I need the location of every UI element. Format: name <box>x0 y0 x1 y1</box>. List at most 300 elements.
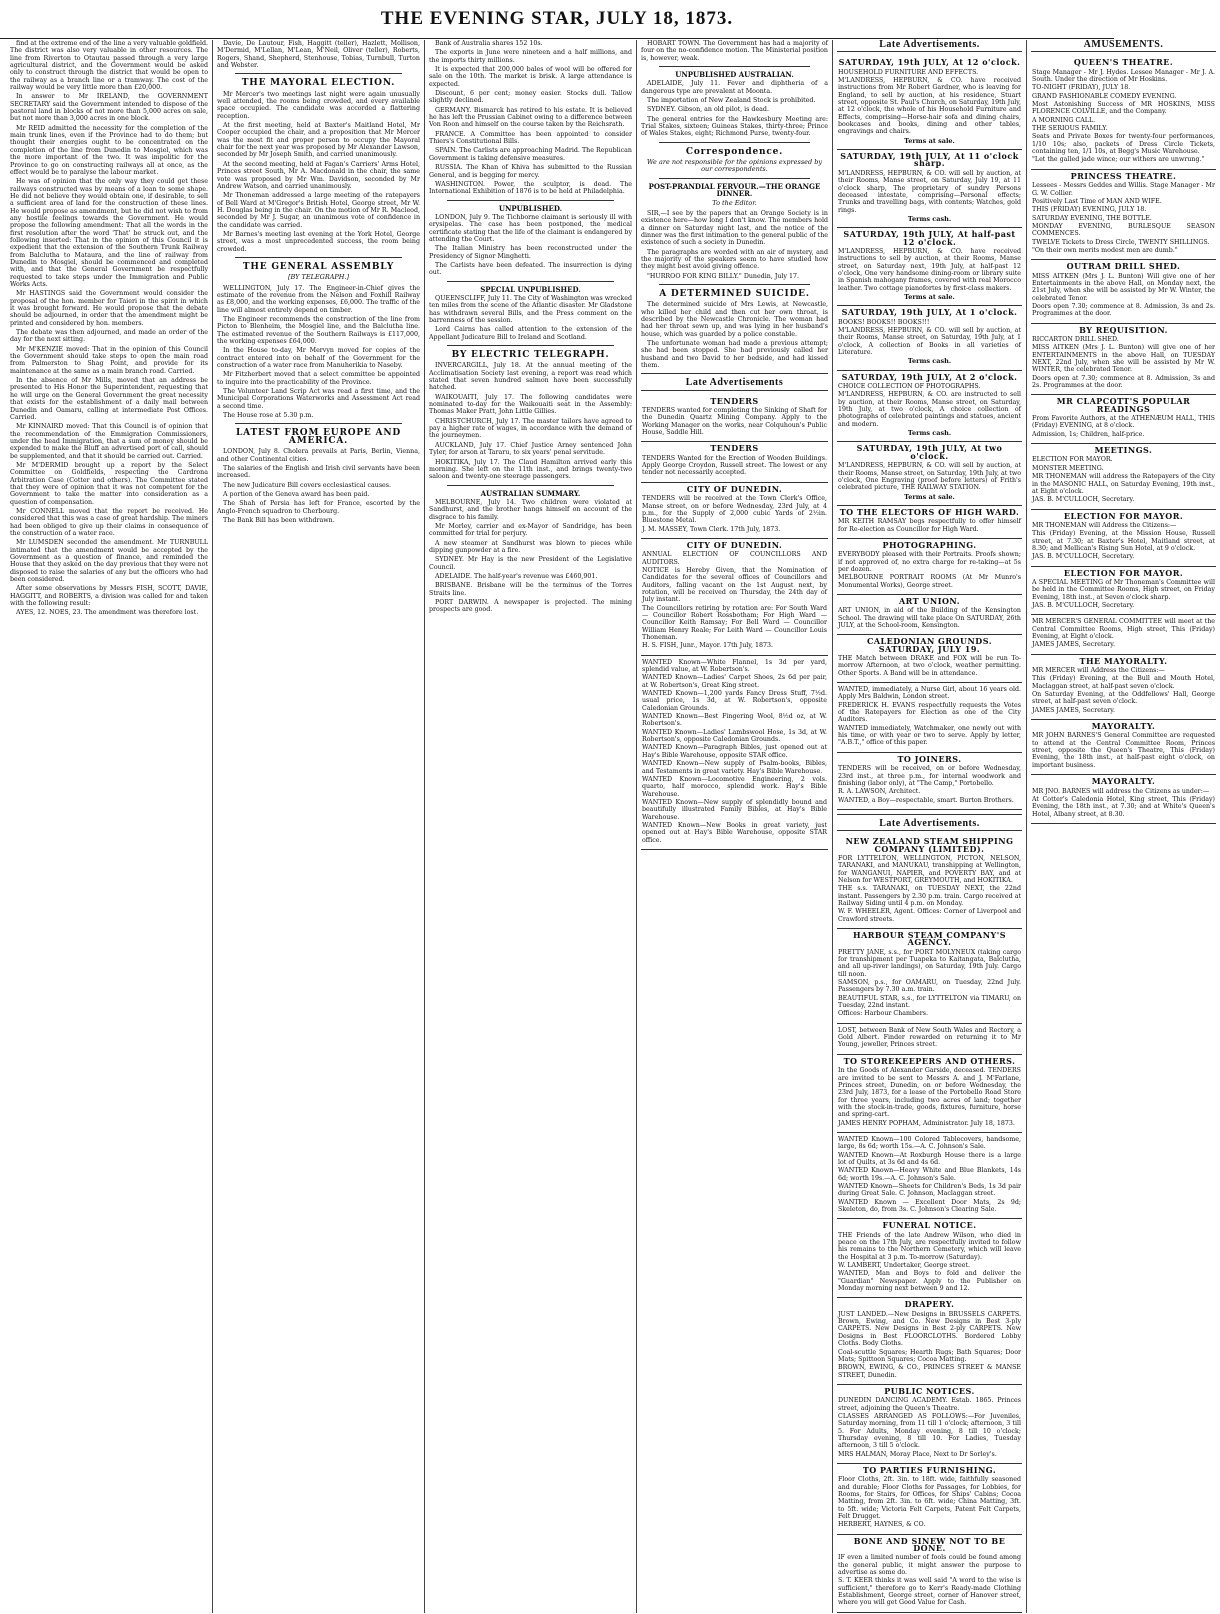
ad-line: HERBERT, HAYNES, & CO. <box>838 1521 926 1529</box>
article-paragraph: LONDON, July 9. The Tichborne claimant is seriously ill with erysipelas. The case has been postponed, the medical certificate stating that the life of the claimant is endangered by attending the Court. <box>429 213 633 243</box>
section-divider <box>447 281 614 282</box>
ad-line: A MORNING CALL. <box>1032 116 1096 124</box>
advertisement <box>1031 170 1216 260</box>
ad-line: MONDAY EVENING, BURLESQUE SEASON COMMENCES. <box>1032 222 1215 238</box>
ad-body <box>838 1232 1021 1293</box>
article-paragraph: In the House to-day, Mr Mervyn moved for copies of the contract entered into on behalf of the Government for the construction of a water race from Manuherikia to Naseby. <box>217 347 420 370</box>
article-paragraph: QUEENSCLIFF, July 11. The City of Washington was wrecked ten miles from the scene of the Atlantic disaster. Mr Gladstone has withdrawn several Bills, and the Press comment on the barrenness of the session. <box>429 294 632 324</box>
column-4 <box>637 40 833 1613</box>
section-heading: Late Advertisements <box>641 378 828 390</box>
ad-body <box>838 1067 1021 1127</box>
article-paragraph: AUCKLAND, July 17. Chief Justice Arney sentenced John Tyler, for arson at Tararu, to six years' penal servitude. <box>429 441 632 457</box>
column-heading: Late Advertisements. <box>837 40 1022 52</box>
ad-body <box>1032 618 1215 648</box>
section-divider <box>447 345 614 346</box>
editor-note: We are not responsible for the opinions expressed by our correspondents. <box>646 158 823 174</box>
ad-line: JAS. B. M'CULLOCH, Secretary. <box>1032 553 1135 561</box>
article-paragraph: Davie, De Lautour, Fish, Haggitt (teller), Hazlett, Mollison, M'Dermid, M'Lellan, M'Lean, M'Neil, Oliver (teller), Roberts, Rogers, Shand, Shepherd, Stenhouse, Tobias, Turnbull, Turton and Webster. <box>217 40 420 70</box>
column-3 <box>425 40 637 1613</box>
ad-title: SATURDAY, 19th JULY, At 12 o'clock. <box>838 57 1021 68</box>
article-paragraph: Mr REID admitted the necessity for the completion of the main trunk lines, even if the Province had to do them; but thought their energies ought to be concentrated on the completion of the line from Dunedin to Mosgiel, which was the more important of the two. It was impolitic for the Province to go on constructing railways all at once, as the effect would be to paralyse the labour market. <box>10 124 208 176</box>
ad-line: WANTED Known—Heavy White and Blue Blankets, 14s 6d; worth 19s.—A. C. Johnson's Sale. <box>838 1167 1021 1182</box>
ad-line: WANTED immediately, Watchmaker, one newly out with his time, or with year or two to serve. Apply by letter, "A.B.T.," office of this paper. <box>838 724 1021 747</box>
article-paragraph: The determined suicide of Mrs Lewis, at Newcastle, who killed her child and then cut her own throat, is described by the Newcastle Chronicle. The woman had had her throat sewn up, and was lying in her husband's house, which was guarded by a police constable. <box>641 301 828 338</box>
advertisement <box>837 1385 1022 1464</box>
ad-line: "On their own merits modest men are dumb." <box>1032 246 1178 254</box>
ad-line: This (Friday) Evening, at the Mission House, Russell street, at 7.30; at Baxter's Hotel, Maitland street, at 8.30; and Mellican's Rising Sun Hotel, at 9 o'clock. <box>1032 530 1215 552</box>
ad-line: Offices: Harbour Chambers. <box>838 1010 929 1018</box>
ad-signature: Terms cash. <box>907 357 952 366</box>
masthead <box>0 0 1114 39</box>
ad-line: M'LANDRESS, HEPBURN, & CO. will sell by auction, at their Rooms, Manse street, on Saturday, 19th July, at 1 o'clock, A collection of Books in all varieties of Literature. <box>838 327 1021 357</box>
letter-title: POST-PRANDIAL FERVOUR.—THE ORANGE DINNER. <box>648 181 821 199</box>
ad-title: BY REQUISITION. <box>1079 324 1168 335</box>
ad-body <box>838 607 1021 629</box>
article-paragraph: Mr LUMSDEN seconded the amendment. Mr TURNBULL intimated that the amendment would be accepted by the Government as a question of finance, and reminded the House that they asked on the day previous that they were not disposed to raise the salaries of any but the officers who had been considered. <box>10 539 208 584</box>
article-paragraph: A new steamer at Sandhurst was blown to pieces while dipping gunpowder at a fire. <box>429 539 632 554</box>
ad-line: W. F. WHEELER, Agent. Offices: Corner of Liverpool and Crawford streets. <box>838 908 1021 923</box>
ad-line: IF even a limited number of fools could be found among the general public, it might answer the purpose to advertise as some do. <box>838 1554 1021 1577</box>
article-paragraph: At the first meeting, held at Baxter's Maitland Hotel, Mr Cooper occupied the chair, and a proposition that Mr Mercer was the most fit and proper person to occupy the Mayoral chair for the next year was proposed by Mr Alexander Lawson, seconded by Mr Joseph Smith, and carried unanimously. <box>217 122 420 159</box>
section-divider <box>659 284 810 285</box>
section-heading: A DETERMINED SUICIDE. <box>659 288 810 299</box>
advertisement <box>837 1024 1022 1055</box>
ad-line: TENDERS will be received at the Town Clerk's Office, Manse street, on or before Wednesday, 23rd July, at 4 p.m., for the Supply of 2,000 cubic Yards of 2½in. Bluestone Metal. <box>642 495 827 525</box>
ad-title: TO PARTIES FURNISHING. <box>862 1464 997 1475</box>
ad-title: OUTRAM DRILL SHED. <box>1066 261 1181 272</box>
ad-body <box>838 1027 1021 1049</box>
ad-line: FREDERICK H. EVANS respectfully requests the Votes of the Ratepayers for Election as one of the City Auditors. <box>838 701 1021 724</box>
ad-body <box>642 407 827 436</box>
article-paragraph: The new Judicature Bill covers ecclesiastical causes. <box>223 481 392 489</box>
ad-line: TENDERS Wanted for the Erection of Wooden Buildings. Apply George Croydon, Russell street. The lowest or any tender not necessarily accepted. <box>642 454 827 477</box>
section-divider <box>837 814 1022 815</box>
article-paragraph: The salaries of the English and Irish civil servants have been increased. <box>217 464 420 480</box>
article-paragraph: INVERCARGILL, July 18. At the annual meeting of the Acclimatisation Society last evening, a report was read which stated that seven hundred salmon have been successfully hatched. <box>429 362 632 392</box>
advertisement <box>837 1219 1022 1298</box>
ad-title: MAYORALTY. <box>1091 776 1156 787</box>
ad-line: WANTED Known—New supply of Psalm-books, Bibles, and Testaments in great variety. Hay's Bible Warehouse. <box>642 760 827 775</box>
article-paragraph: He was of opinion that the only way they could get these railways constructed was by means of a loan to some shape. He did not believe they would obtain one, if desirable, to sell a sufficient area of land for the construction of these lines. He would propose as amendment, but he did not wish to from any hostile feelings towards the Government. He would propose the following amendment: That all the words in the first resolution after the word 'That' be struck out, and the following inserted: That in the opinion of this Council it is expedient that the extension of the Southern Trunk Railway from Balclutha to Mataura, and the line of railway from Dunedin to Mosgiel, should be commenced and completed with, and that the General Government be respectfully requested to take steps under the Immigration and Public Works Acts. <box>10 178 208 288</box>
advertisement <box>837 371 1022 443</box>
article-paragraph: The general entries for the Hawkesbury Meeting are: Trial Stakes, sixteen; Guineas Stakes, thirty-three; Prince of Wales Stakes, eight; Richmond Purse, twenty-four. <box>641 115 828 138</box>
advertisement <box>641 656 828 850</box>
ad-line: MR MERCER will Address the Citizens:— <box>1032 667 1165 675</box>
ad-line: MR THONEMAN will address the Ratepayers of the City in the MASONIC HALL, on Saturday Evening, 19th inst., at Eight o'clock. <box>1032 473 1215 495</box>
article-paragraph: LONDON, July 8. Cholera prevails at Paris, Berlin, Vienna, and other Continental cities. <box>217 448 420 463</box>
section-divider <box>641 373 828 374</box>
section-heading: SPECIAL UNPUBLISHED. <box>480 284 581 294</box>
section-heading: UNPUBLISHED AUSTRALIAN. <box>675 70 794 80</box>
advertisement <box>641 442 828 482</box>
ad-line: JUST LANDED.—New Designs in BRUSSELS CARPETS. Brown, Ewing, and Co. New Designs in Best 3-ply CARPETS. New Designs in Best 2-ply CARPETS. New Designs in Best FLOORCLOTHS. Bordered Lobby Cloths. Body Cloths. <box>838 1310 1021 1348</box>
article-paragraph: ADELAIDE. The half-year's revenue was £460,901. <box>435 572 598 580</box>
ad-line: MISS AITKEN (Mrs J. L. Bunton) will give one of her ENTERTAINMENTS in the above Hall, on TUESDAY NEXT, 22nd July, when she will be assisted by Mr W. WINTER, the celebrated Tenor. <box>1032 344 1215 374</box>
ad-line: MRS HALMAN, Moray Place, Next to Dr Sorley's. <box>838 1450 997 1458</box>
ad-title: MAYORALTY. <box>1091 721 1156 732</box>
article-paragraph: GERMANY. Bismarck has retired to his estate. It is believed he has left the Prussian Cabinet owing to a difference between Von Roon and himself on the course taken by the Reichsrath. <box>429 106 632 129</box>
ad-line: WANTED Known—100 Colored Tablecovers, handsome, large, 8s 6d; worth 15s.—A. C. Johnson's Sale. <box>838 1135 1021 1151</box>
section-divider <box>659 66 810 67</box>
ad-line: "Let the galled jade wince; our withers are unwrung." <box>1032 156 1205 164</box>
ad-line: MONSTER MEETING. <box>1032 464 1104 472</box>
ad-line: ART UNION, in aid of the Building of the Kensington School. The drawing will take place On SATURDAY, 26th JULY, at the School-room, Kensington. <box>838 607 1021 629</box>
article-paragraph: At the second meeting, held at Fagan's Carriers' Arms Hotel, Princes street South, Mr A. Macdonald in the chair, the same vote was proposed by Mr Wm. Davidson, seconded by Mr Andrew Watson, and carried unanimously. <box>217 160 420 190</box>
article-paragraph: Mr M'DERMID brought up a report by the Select Committee on Goldfields, respecting the Cardrona Arbitration Case (Cotter and others). The Committee stated that they were of opinion that it was not competent for the Government to take the matter into consideration as a question of compensation. <box>10 461 208 506</box>
ad-line: BEAUTIFUL STAR, s.s., for LYTTELTON via TIMARU, on Tuesday, 22nd instant. <box>838 994 1021 1010</box>
ad-title: PHOTOGRAPHING. <box>882 539 977 550</box>
ad-line: JAS. B. M'CULLOCH, Secretary. <box>1032 601 1135 609</box>
ad-body <box>838 319 1021 357</box>
advertisement <box>837 1298 1022 1384</box>
ad-line: SAMSON, p.s., for OAMARU, on Tuesday, 22nd July. Passengers by 7.30 a.m. train. <box>838 979 1021 994</box>
article-paragraph: HOBART TOWN. The Government has had a majority of four on the no-confidence motion. The Ministerial position is, however, weak. <box>641 40 828 62</box>
ad-line: TO-NIGHT (FRIDAY), JULY 18. <box>1032 84 1131 92</box>
section-divider <box>235 73 402 74</box>
ad-line: WANTED Known—Sheets for Children's Beds, 1s 3d pair during Great Sale. C. Johnson, Maclaggan street. <box>838 1182 1021 1198</box>
ad-title: MEETINGS. <box>1094 445 1153 456</box>
ad-title: TO STOREKEEPERS AND OTHERS. <box>843 1055 1016 1066</box>
article-paragraph: A portion of the Geneva award has been paid. <box>223 490 370 498</box>
column-2 <box>213 40 425 1613</box>
ad-line: WANTED Known—Ladies' Carpet Shoes, 2s 6d per pair, at W. Robertson's, Great King street. <box>642 674 827 689</box>
ad-line: WANTED Known—New Books in great variety, just opened out at Hay's Bible Warehouse, opposite STAR office. <box>642 821 827 844</box>
ad-line: At Cotter's Caledonia Hotel, King street, This (Friday) Evening, the 18th inst., at 7.30; and at White's Queen's Hotel, Albany street, at 8.30. <box>1032 795 1215 818</box>
ad-line: In the Goods of Alexander Garside, deceased. TENDERS are invited to be sent to Messrs A. and J. M'Farlane, Princes street, Dunedin, on or before Wednesday, the 23rd July, 1873, for a lease of the Portobello Road Store for three years, including two acres of land; together with the stock-in-trade, goods, fixtures, furniture, horse and spring-cart. <box>838 1067 1021 1119</box>
advertisement <box>837 442 1022 505</box>
advertisement <box>837 228 1022 306</box>
article-paragraph: The Engineer recommends the construction of the line from Picton to Blenheim, the Mosgiel line, and the Balclutha line. The estimated revenue of the Southern Railways is £117,000, the working expenses £64,000. <box>217 316 420 346</box>
ad-signature: Terms at sale. <box>904 492 955 501</box>
advertisement <box>1031 655 1216 720</box>
section-divider <box>447 485 614 486</box>
ad-title: SATURDAY, 19th JULY, At 11 o'clock sharp. <box>840 151 1019 169</box>
article-paragraph: ADELAIDE, July 11. Fever and diphtheria of a dangerous type are prevalent at Moonta. <box>641 80 828 95</box>
ad-title: PUBLIC NOTICES. <box>884 1385 975 1396</box>
ad-line: MR MERCER'S GENERAL COMMITTEE will meet at the Central Committee Rooms, High street, This (Friday) Evening, at Eight o'clock. <box>1032 618 1215 640</box>
ad-title: TENDERS <box>710 443 759 454</box>
ad-line: JAMES JAMES, Secretary. <box>1032 641 1115 649</box>
section-divider <box>447 200 614 201</box>
article-paragraph: Mr HASTINGS said the Government would consider the proposal of the hon. member for Taieri in the spirit in which it was brought forward. He would propose that the debate should be adjourned, in order that the amendment might be printed and considered by hon. members. <box>10 290 208 327</box>
advertisement <box>1031 395 1216 444</box>
article-paragraph: Mr KINNAIRD moved: That this Council is of opinion that the recommendation of the Emmigration Commissioners, under the head Immigration, that a sum of money should be expended to make the Bluff an advertised port of call, should be supplemented, and that it should be carried out. Carried. <box>10 423 208 460</box>
ad-line: NOTICE is Hereby Given, that the Nomination of Candidates for the several offices of Councillors and Auditors, falling vacant on the 1st August next, by rotation, will be received on Thursday, the 24th day of July instant. <box>642 566 827 604</box>
ad-line: WANTED Known—Paragraph Bibles, just opened out at Hay's Bible Warehouse, opposite STAR office. <box>642 744 827 759</box>
ad-line: M'LANDRESS, HEPBURN, & CO. are instructed to sell by auction, at their Rooms, Manse street, on Saturday, 19th July, at two o'clock, A choice collection of photographs of celebrated paintings and statues, ancient and modern. <box>838 391 1021 428</box>
advertisement <box>837 929 1022 1024</box>
column-6 <box>1027 40 1220 1613</box>
ad-body <box>838 518 1021 533</box>
ad-title: SATURDAY, 19th JULY, At 2 o'clock. <box>841 371 1018 382</box>
ad-title: PRINCESS THEATRE. <box>1070 170 1177 181</box>
ad-body <box>838 949 1021 1018</box>
article-paragraph: Discount, 6 per cent; money easier. Stocks dull. Tallow slightly declined. <box>429 90 632 105</box>
ad-title: ELECTION FOR MAYOR. <box>1063 567 1184 578</box>
article-paragraph: WASHINGTON. Power, the sculptor, is dead. The International Exhibition of 1876 is to be held at Philadelphia. <box>429 180 632 196</box>
ad-body <box>838 686 1021 747</box>
ad-body <box>642 495 827 533</box>
ad-title: ELECTION FOR MAYOR. <box>1063 510 1184 521</box>
article-paragraph: The Volunteer Land Scrip Act was read a first time, and the Municipal Corporations Waterworks and Assessment Act read a second time. <box>217 388 420 410</box>
article-paragraph: WELLINGTON, July 17. The Engineer-in-Chief gives the estimate of the revenue from the Nelson and Foxhill Railway as £8,000, and the working expenses, £6,000. The traffic of the line will almost entirely depend on timber. <box>217 284 420 314</box>
article-paragraph: SYDNEY. Gibson, an old pilot, is dead. <box>647 106 769 114</box>
ad-title: NEW ZEALAND STEAM SHIPPING COMPANY (LIMITED). <box>845 836 1014 854</box>
ad-line: JAS. B. M'CULLOCH, Secretary. <box>1032 496 1135 504</box>
ad-body <box>1032 69 1215 164</box>
ad-line: WANTED Known—White Flannel, 1s 3d per yard, splendid value, at W. Robertson's. <box>642 658 827 674</box>
ad-line: H. S. FISH, Junr., Mayor. 17th July, 1873. <box>642 642 774 650</box>
article-paragraph: Bank of Australia shares 152 10s. <box>435 40 543 47</box>
advertisement <box>837 56 1022 150</box>
article-paragraph: The Shah of Persia has left for France, escorted by the Anglo-French squadron to Cherbourg. <box>217 500 420 515</box>
ad-line: SATURDAY EVENING, THE BOTTLE. <box>1032 214 1152 222</box>
article-paragraph: CHRISTCHURCH, July 17. The master tailors have agreed to pay a higher rate of wages, in accordance with the demand of the journeymen. <box>429 417 632 440</box>
ad-title: HARBOUR STEAM COMPANY'S AGENCY. <box>853 930 1006 948</box>
ad-line: WANTED Known—Ladies' Lambswool Hose, 1s 3d, at W. Robertson's, opposite Caledonian Grounds. <box>642 728 827 744</box>
article-paragraph: The importation of New Zealand Stock is prohibited. <box>647 97 816 105</box>
ad-line: THE s.s. TARANAKI, on TUESDAY NEXT, the 22nd instant. Passengers by 2.30 p.m. train. Cargo received at Railway Siding until 4 p.m. on Monday. <box>838 885 1021 907</box>
ad-line: JAMES JAMES, Secretary. <box>1032 706 1115 714</box>
ad-body <box>1032 667 1215 714</box>
advertisement <box>1031 444 1216 509</box>
advertisement <box>641 539 828 656</box>
ad-line: DUNEDIN DANCING ACADEMY. Estab. 1865. Princes street, adjoining the Queen's Theatre. <box>838 1397 1021 1412</box>
article-paragraph: SPAIN. The Carlists are approaching Madrid. The Republican Government is taking defensive measures. <box>429 147 632 162</box>
ad-body <box>1032 788 1215 818</box>
ad-line: PRETTY JANE, s.s., for PORT MOLYNEUX (taking cargo for transhipment per Tuapeka to Kaitangata, Balclutha, and all up-river landings), on Saturday, 19th July. Cargo till noon. <box>838 948 1021 978</box>
advertisement <box>1031 56 1216 169</box>
article-paragraph: FRANCE. A Committee has been appointed to consider Thiers's Constitutional Bills. <box>429 130 632 146</box>
advertisement <box>837 539 1022 595</box>
ad-title: THE MAYORALTY. <box>1079 655 1168 666</box>
ad-title: CITY OF DUNEDIN. <box>686 483 783 494</box>
column-heading: Late Advertisements. <box>837 819 1022 831</box>
article-paragraph: Mr Barnes's meeting last evening at the York Hotel, George street, was a most unprecedented success, the room being crowded. <box>217 230 420 253</box>
advertisement <box>837 683 1022 753</box>
ad-body <box>642 659 827 844</box>
ad-body <box>838 1136 1021 1213</box>
advertisement <box>641 483 828 539</box>
ad-line: LOST, between Bank of New South Wales and Rectory, a Gold Albert. Finder rewarded on returning it to Mr Young, jeweller, Princes street. <box>838 1026 1021 1049</box>
article-paragraph: Lord Cairns has called attention to the extension of the Appellant Judicature Bill to Ireland and Scotland. <box>429 326 632 341</box>
ad-line: CLASSES ARRANGED AS FOLLOWS:—For Juveniles, Saturday morning, from 11 till 1 o'clock; afternoon, 3 till 5. For Adults, Monday evening, 8 till 10 o'clock; Thursday evening, 8 till 10. For Ladies, Tuesday afternoon, 3 till 5 o'clock. <box>838 1412 1021 1450</box>
ad-line: TWELVE Tickets to Dress Circle, TWENTY SHILLINGS. <box>1032 238 1210 246</box>
ad-body <box>1032 522 1215 561</box>
advertisement <box>1031 260 1216 323</box>
ad-title: SATURDAY, 19th JULY, At two o'clock. <box>856 443 1003 461</box>
ad-body <box>1032 456 1215 503</box>
ad-line: THE Match between DRAKE and FOX will be run To-morrow Afternoon, at two o'clock, weather permitting. Other Sports. A Band will be in attendance. <box>838 655 1021 677</box>
ad-line: ELECTION FOR MAYOR. <box>1032 456 1113 464</box>
ad-body <box>1032 273 1215 318</box>
ad-title: CITY OF DUNEDIN. <box>686 539 783 550</box>
article-paragraph: find at the extreme end of the line a very valuable goldfield. The district was also very valuable in other resources. The line from Riverton to Otautau passed through a very large agricultural district, and the Government would be asked only to construct through the district that would be open to the railway as a branch line or a tramway. The cost of the railway would be very little more than £20,000. <box>10 40 208 92</box>
ad-line: WANTED Known—Locomotive Engineering, 2 vols. quarto, half morocco, splendid work. Hay's Bible Warehouse. <box>642 775 827 798</box>
ad-body <box>1032 579 1215 609</box>
ad-title: TO THE ELECTORS OF HIGH WARD. <box>839 506 1020 517</box>
ad-title: BONE AND SINEW NOT TO BE DONE. <box>853 1535 1006 1554</box>
ad-line: M'LANDRESS, HEPBURN, & CO. will sell by auction, at their Rooms, Manse street, on Saturday, 19th July, at two o'clock, One Engraving (proof before letters) of Frith's celebrated picture, THE RAILWAY STATION. <box>838 462 1021 492</box>
ad-line: W. LAMBERT, Undertaker, George street. <box>838 1262 971 1270</box>
ad-signature: Terms cash. <box>907 214 952 223</box>
ad-title: TO JOINERS. <box>897 753 962 764</box>
ad-line: WANTED, Man and Boys to fold and deliver the "Guardian" Newspaper. Apply to the Publisher on Monday morning next between 9 and 12. <box>838 1270 1021 1293</box>
ad-title: SATURDAY, 19th JULY, At half-past 12 o'clock. <box>843 229 1016 247</box>
ad-title: QUEEN'S THEATRE. <box>1073 57 1174 68</box>
section-heading: Correspondence. <box>685 146 784 157</box>
section-heading: LATEST FROM EUROPE AND AMERICA. <box>236 428 401 446</box>
article-paragraph: RUSSIA. The Khan of Khiva has submitted to the Russian General, and is begging for mercy. <box>429 164 632 179</box>
ad-body <box>838 248 1021 292</box>
ad-body <box>838 855 1021 923</box>
column-heading: AMUSEMENTS. <box>1031 40 1216 52</box>
advertisement <box>1031 775 1216 824</box>
ad-line: THE Friends of the late Andrew Wilson, who died in peace on the 17th July, are respectfully invited to follow his remains to the Northern Cemetery, which will leave the Hospital at 3 p.m. To-morrow (Saturday). <box>838 1231 1021 1261</box>
advertisement <box>837 753 1022 810</box>
ad-body <box>838 1397 1021 1458</box>
section-heading: UNPUBLISHED. <box>498 203 563 213</box>
section-heading: AUSTRALIAN SUMMARY. <box>480 488 581 498</box>
article-paragraph: The paragraphs are worded with an air of mystery, and the majority of the speakers seem to have studied how they might best avoid giving offence. <box>641 248 828 271</box>
advertisement <box>837 595 1022 635</box>
column-1 <box>6 40 213 1613</box>
article-paragraph: SIR,—I see by the papers that an Orange Society is in existence here—how long I don't know. The members hold a dinner on Saturday night last, and the notice of the dinner was the first intimation to the general public of the existence of such a society in Dunedin. <box>641 209 828 247</box>
advertisement <box>837 150 1022 228</box>
article-paragraph: WAIKOUAITI, July 17. The following candidates were nominated to-day for the Waikouaiti seat in the Assembly: Thomas Maker Pratt, John Little Gillies. <box>429 393 632 416</box>
article-paragraph: In answer to Mr IRELAND, the GOVERNMENT SECRETARY said the Government intended to dispose of the pastoral land in blocks of not more than 5,000 acres on sale, but not more than 3,000 acres in one block. <box>10 93 208 123</box>
letter-salutation: To the Editor. <box>712 198 757 207</box>
ad-line: MELBOURNE PORTRAIT ROOMS (At Mr Munro's Monumental Works), George street. <box>838 574 1021 589</box>
ad-line: BOOKS! BOOKS!! BOOKS!!! <box>838 318 930 326</box>
advertisement <box>837 835 1022 929</box>
ad-line: GRAND FASHIONABLE COMEDY EVENING. <box>1032 92 1177 100</box>
section-divider <box>235 257 402 258</box>
ad-signature: Terms cash. <box>907 429 952 438</box>
ad-line: TENDERS will be received, on or before Wednesday, 23rd inst., at three p.m., for internal woodwork and finishing (labor only), at "The Camp," Portobello. <box>838 765 1021 787</box>
ad-title: MR CLAPCOTT'S POPULAR READINGS <box>1056 396 1191 414</box>
article-paragraph: The House rose at 5.30 p.m. <box>223 412 314 420</box>
ad-line: WANTED Known—1,200 yards Fancy Dress Stuff, 7½d. usual price, 1s 3d, at W. Robertson's, opposite Caledonian Grounds. <box>642 690 827 712</box>
article-paragraph: The unfortunate woman had made a previous attempt; she had been stopped. She had previously called her husband and two David to her bedside, and had kissed them. <box>641 340 828 370</box>
ad-body <box>642 455 827 477</box>
advertisement <box>837 1055 1022 1133</box>
section-subheading: [BY TELEGRAPH.] <box>287 273 350 282</box>
ad-line: MR JNO. BARNES will address the Citizens as under:— <box>1032 787 1210 795</box>
ad-line: A SPECIAL MEETING of Mr Thoneman's Committee will be held in the Committee Rooms, High street, on Friday Evening, 18th inst., at Seven o'clock sharp. <box>1032 578 1215 601</box>
article-paragraph: In the absence of Mr Mills, moved that an address be presented to His Honor the Superintendent, requesting that he will urge on the General Government the great necessity that exists for the establishment of a daily mail between Dunedin and Oamaru, calling at intermediate Post Offices. Carried. <box>10 377 208 421</box>
ad-line: WANTED Known—Best Fingering Wool, 8½d oz, at W. Robertson's. <box>642 713 827 728</box>
article-paragraph: The exports in June were nineteen and a half millions, and the imports thirty millions. <box>429 49 632 64</box>
ad-line: This (Friday) Evening, at the Bull and Mouth Hotel, Maclaggan street, at half-past seven o'clock. <box>1032 675 1215 690</box>
section-divider <box>235 423 402 424</box>
ad-title: DRAPERY. <box>904 1299 955 1310</box>
ad-line: WANTED, immediately, a Nurse Girl, about 16 years old. Apply Mrs Baldwin, London street. <box>838 686 1021 701</box>
ad-line: Stage Manager - Mr J. Hydes. Lessee Manager - Mr J. A. South. Under the direction of Mr Hoskins. <box>1032 68 1215 84</box>
ad-line: M'LANDRESS, HEPBURN, & CO. will sell by auction, at their Rooms, Manse street, on Saturday, July 19, at 11 o'clock sharp, The proprietary of sundry Persons deceased intestate, comprising—Personal effects; Trunks and travelling bags, with contents; Watches, gold rings. <box>838 169 1021 214</box>
ad-line: Doors open 7.30; commence at 8. Admission, 3s and 2s. Programmes at the door. <box>1032 302 1215 318</box>
ad-line: ANNUAL ELECTION OF COUNCILLORS AND AUDITORS. <box>642 551 827 566</box>
ad-body <box>1032 732 1215 769</box>
ad-line: Coal-scuttle Squares; Hearth Rugs; Bath Squares; Door Mats; Spittoon Squares; Cocoa Matting. <box>838 1348 1021 1363</box>
ad-line: WANTED Known—At Roxburgh House there is a large lot of Quilts, at 3s 6d and 4s 6d. <box>838 1151 1021 1166</box>
advertisement <box>1031 567 1216 616</box>
article-paragraph: The Bank Bill has been withdrawn. <box>223 516 335 524</box>
ad-line: TENDERS wanted for completing the Sinking of Shaft for the Dunedin Quartz Mining Company. Apply to the Working Manager on the works, near Colquhoun's Public House, Saddle Hill. <box>642 407 827 437</box>
article-paragraph: Mr CONNELL moved that the report be received. He considered that this was a case of great hardship. The miners had been obliged to give up their claims in consequence of the construction of a water race. <box>10 507 208 537</box>
article-paragraph: "HURROO FOR KING BILLY." Dunedin, July 17. <box>647 272 799 280</box>
ad-line: Seats and Private Boxes for twenty-four performances, 1/10 10s; also, packets of Dress Circle Tickets, containing ten, 1/1 10s, at Begg's Music Warehouse. <box>1032 133 1215 156</box>
ad-line: M'LANDRESS, HEPBURN, & CO. have received instructions from Mr Robert Gardner, who is leaving for England, to sell by auction, at his residence, Stuart street, opposite St. Paul's Church, on Saturday, 19th July, at 12 o'clock, the whole of his Household Furniture and Effects, comprising—Horse-hair sofa and dining chairs, bookcases and books, dining and other tables, engravings and chairs. <box>838 77 1021 136</box>
ad-title: ART UNION. <box>898 595 961 606</box>
ad-line: R. A. LAWSON, Architect. <box>838 788 921 796</box>
ad-title: TENDERS <box>710 395 759 406</box>
ad-line: WANTED, a Boy—respectable, smart. Burton Brothers. <box>838 796 1014 804</box>
article-paragraph: Mr M'KENZIE moved: That in the opinion of this Council the Government should take steps to open the main road from Palmerston to Shag Point, and provide for its maintenance at the same as a main branch road. Carried. <box>10 345 208 375</box>
masthead-title: THE EVENING STAR, JULY 18, 1873. <box>380 8 734 29</box>
ad-line: Doors open at 7.30; commence at 8. Admission, 3s and 2s. Programmes at the door. <box>1032 374 1215 390</box>
article-paragraph: SYDNEY. Mr Hay is the new President of the Legislative Council. <box>429 556 632 571</box>
ad-line: BROWN, EWING, & CO., PRINCES STREET & MANSE STREET, Dunedin. <box>838 1364 1021 1379</box>
ad-line: From Favorite Authors, at the ATHENÆUM HALL, THIS (Friday) EVENING, at 8 o'clock. <box>1032 415 1215 430</box>
ad-line: CHOICE COLLECTION OF PHOTOGRAPHS. <box>838 383 981 391</box>
ad-body <box>1032 336 1215 389</box>
ad-signature: Terms at sale. <box>904 292 955 301</box>
ad-line: WANTED Known — Excellent Door Mats, 2s 9d; Skeleton, do, from 3s. C. Johnson's Clearing Sale. <box>838 1198 1021 1213</box>
ad-line: MR JOHN BARNES'S General Committee are requested to attend at the Central Committee Room, Princes street, opposite the Queen's Theatre, This (Friday) Evening, the 18th inst., at half-past eight o'clock, on important business. <box>1032 732 1215 769</box>
ad-title: CALEDONIAN GROUNDS. SATURDAY, JULY 19. <box>866 636 992 654</box>
advertisement <box>1031 324 1216 396</box>
newspaper-page <box>6 39 1215 1608</box>
article-paragraph: Mr Morley, carrier and ex-Mayor of Sandridge, has been committed for trial for perjury. <box>429 522 632 538</box>
section-heading: THE GENERAL ASSEMBLY <box>242 261 395 272</box>
advertisement <box>641 395 828 443</box>
ad-body <box>838 765 1021 804</box>
ad-line: THIS (FRIDAY) EVENING, JULY 18. <box>1032 206 1147 214</box>
ad-line: JAMES HENRY POPHAM, Administrator. July 18, 1873. <box>838 1119 1015 1127</box>
ad-line: WANTED Known—New supply of splendidly bound and beautifully illustrated Family Bibles, at Hay's Bible Warehouse. <box>642 798 827 821</box>
article-paragraph: AYES, 12. NOES, 23. The amendment was therefore lost. <box>16 609 199 617</box>
ad-title: FUNERAL NOTICE. <box>882 1220 977 1231</box>
article-paragraph: Mr Thoneman addressed a large meeting of the ratepayers of Bell Ward at M'Gregor's British Hotel, George street, Mr W. H. Douglas being in the chair. On the motion of Mr R. Macleod, seconded by Mr J. Sugar, an unanimous vote of confidence in the candidate was carried. <box>217 192 420 229</box>
ad-line: On Saturday Evening, at the Oddfellows' Hall, George street, at half-past seven o'clock. <box>1032 691 1215 706</box>
ad-line: MR KEITH RAMSAY begs respectfully to offer himself for Re-election as Councillor for High Ward. <box>838 518 1021 533</box>
article-paragraph: The debate was then adjourned, and made an order of the day for the next sitting. <box>10 329 208 344</box>
column-5 <box>833 40 1027 1613</box>
article-paragraph: After some observations by Messrs FISH, SCOTT, DAVIE, HAGGITT, and ROBERTS, a division was called for and taken with the following result: <box>10 585 208 608</box>
ad-line: Lessees - Messrs Geddes and Willis. Stage Manager - Mr G. W. Collier. <box>1032 182 1215 197</box>
article-paragraph: The Italian Ministry has been reconstructed under the Presidency of Signor Minghetti. <box>429 245 632 260</box>
ad-body <box>838 1476 1021 1528</box>
ad-line: MR THONEMAN will Address the Citizens:— <box>1032 521 1177 529</box>
ad-line: The Councillors retiring by rotation are: For South Ward — Councillor Robert Rossbotham; For High Ward — Councillor Keith Ramsay; For Bell Ward — Councillor William Henry Reale; For Leith Ward — Councillor Louis Thoneman. <box>642 604 827 641</box>
advertisement <box>837 306 1022 370</box>
section-divider <box>659 178 810 179</box>
advertisement <box>837 1535 1022 1613</box>
article-paragraph: MELBOURNE, July 14. Two children were violated at Sandhurst, and the brother hangs himself on account of the disgrace to his family. <box>429 498 632 521</box>
ad-body <box>838 383 1021 428</box>
ad-body <box>1032 415 1215 438</box>
article-paragraph: Mr Mercer's two meetings last night were again unusually well attended, the rooms being crowded, and every available space occupied. The candidate was accorded a flattering reception. <box>217 90 420 120</box>
ad-line: RICCARTON DRILL SHED. <box>1032 336 1119 343</box>
ad-body <box>838 69 1021 136</box>
ad-line: Most Astonishing Success of MR HOSKINS, MISS FLORENCE COLVILLE, and the Company. <box>1032 101 1215 116</box>
ad-body <box>838 462 1021 491</box>
ad-line: J. M. MASSEY, Town Clerk. 17th July, 1873. <box>642 525 781 533</box>
ad-line: FOR LYTTELTON, WELLINGTON, PICTON, NELSON, TARANAKI, and MANUKAU, transhipping at Wellington, for WANGANUI, NAPIER, and POVERTY BAY, and at Nelson for WESTPORT, GREYMOUTH, and HOKITIKA. <box>838 854 1021 884</box>
ad-line: S. T. KEER thinks it was well said "A word to the wise is sufficient," therefore go to Kerr's Ready-made Clothing Establishment, George street, corner of Hanover street, where you will get Good Value for Cash. <box>838 1577 1021 1607</box>
ad-body <box>838 551 1021 589</box>
